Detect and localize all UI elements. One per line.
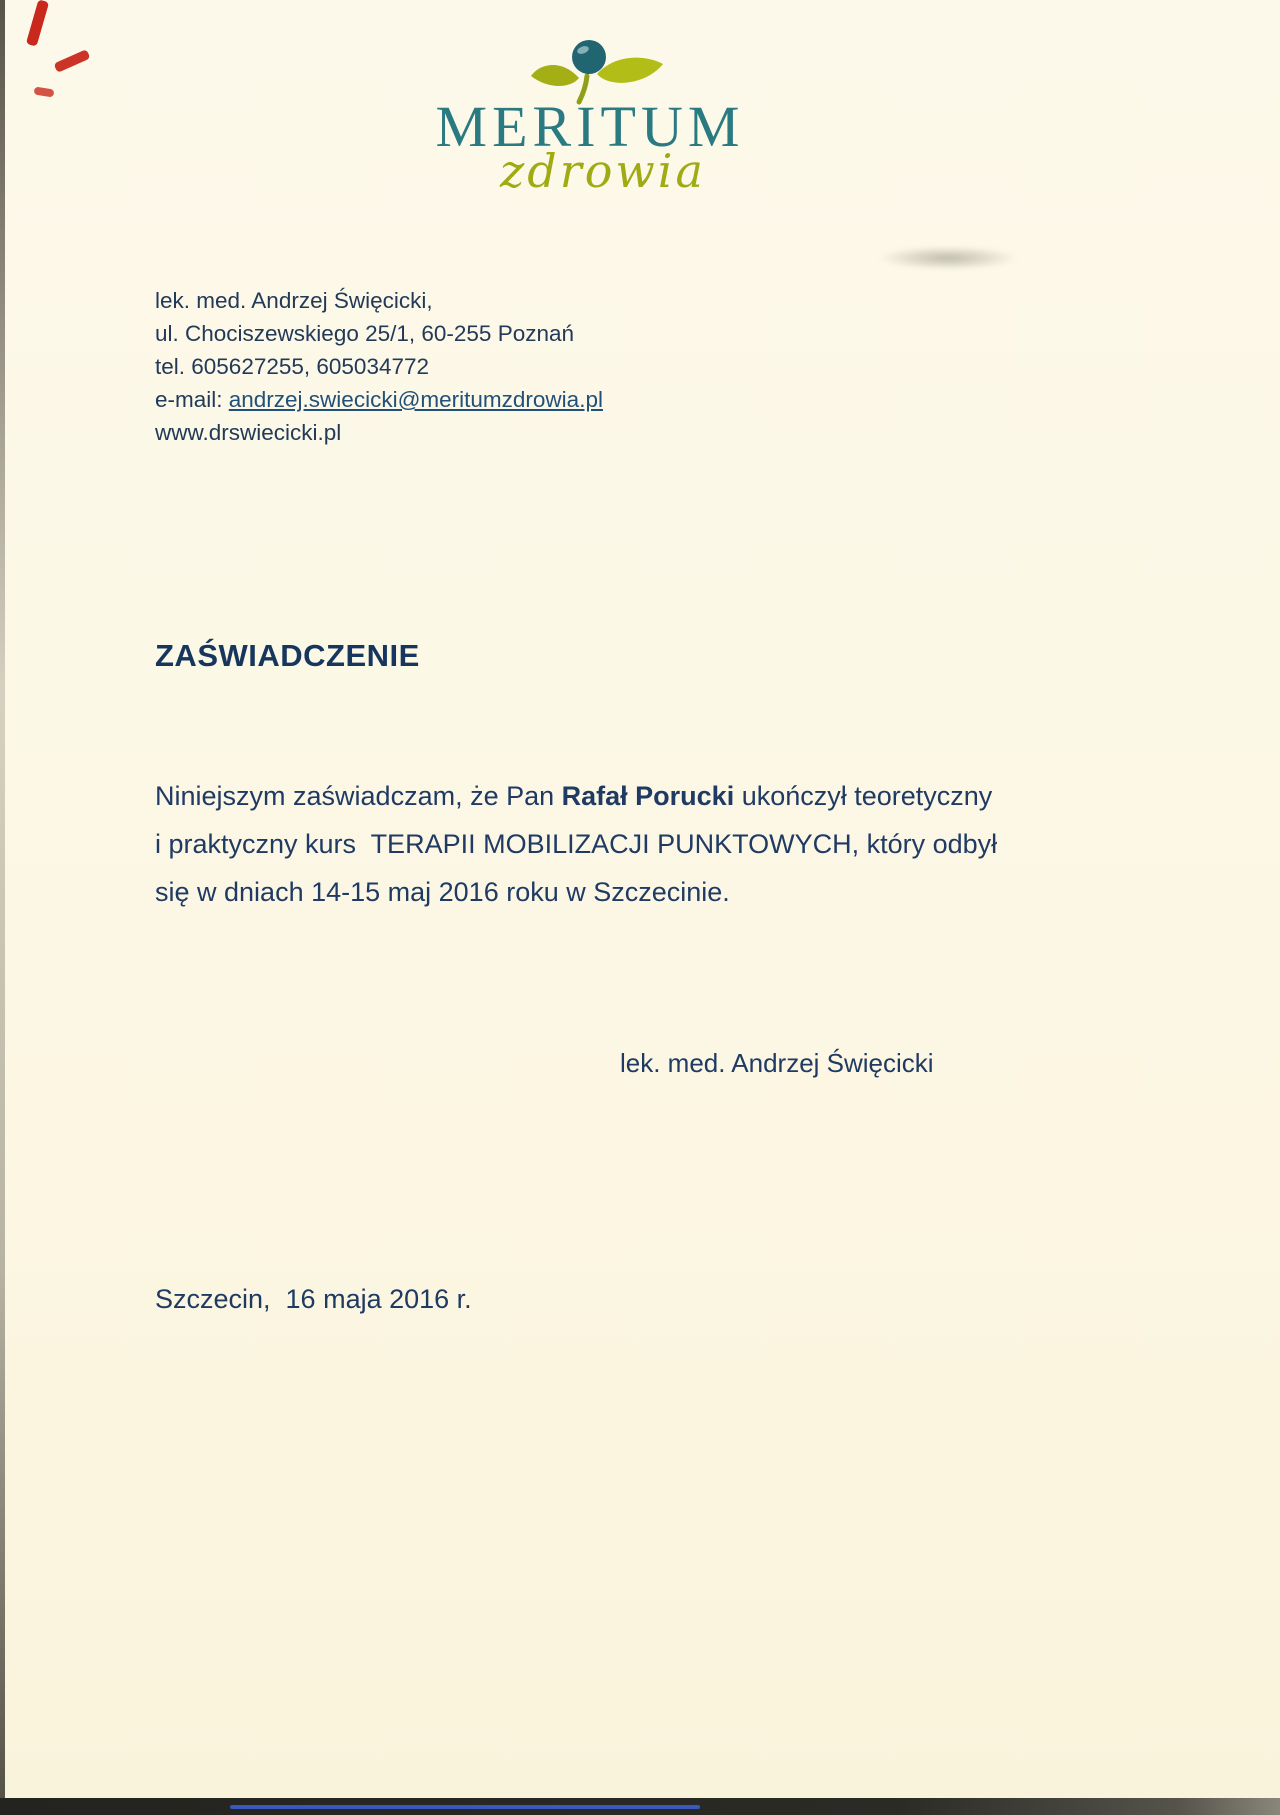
contact-name: lek. med. Andrzej Święcicki, — [155, 288, 433, 313]
red-pen-mark — [26, 0, 49, 47]
brand-tagline: zdrowia — [500, 144, 706, 198]
contact-block — [155, 284, 603, 449]
body-text-part2: ukończył teoretyczny i praktyczny kurs TERAPII MOBILIZACJI PUNKTOWYCH, który odbył się w dniach 14-15 maj 2016 roku w Szczecinie. — [155, 781, 1005, 907]
contact-address: ul. Chociszewskiego 25/1, 60-255 Poznań — [155, 321, 575, 346]
brand-wordmark: MERITUM — [435, 94, 745, 159]
meritum-logo — [415, 38, 765, 198]
scan-blue-line — [230, 1805, 700, 1809]
signature-name: lek. med. Andrzej Święcicki — [620, 1048, 934, 1078]
contact-phone: tel. 605627255, 605034772 — [155, 354, 430, 379]
certificate-heading: ZAŚWIADCZENIE — [155, 638, 420, 673]
contact-email-link: andrzej.swiecicki@meritumzdrowia.pl — [228, 387, 603, 412]
scan-edge-left — [0, 0, 5, 1815]
contact-website: www.drswiecicki.pl — [155, 420, 342, 445]
contact-email-line — [155, 383, 603, 416]
scan-smudge — [878, 246, 1018, 270]
scan-edge-bottom — [0, 1798, 1280, 1815]
body-text-part1: Niniejszym zaświadczam, że Pan — [155, 781, 562, 811]
red-pen-mark — [54, 49, 91, 73]
place-date: Szczecin, 16 maja 2016 r. — [155, 1284, 472, 1314]
certificate-body — [155, 772, 1005, 916]
red-pen-mark — [33, 86, 54, 97]
recipient-name: Rafał Porucki — [561, 781, 735, 811]
contact-email-label: e-mail: — [155, 387, 229, 412]
